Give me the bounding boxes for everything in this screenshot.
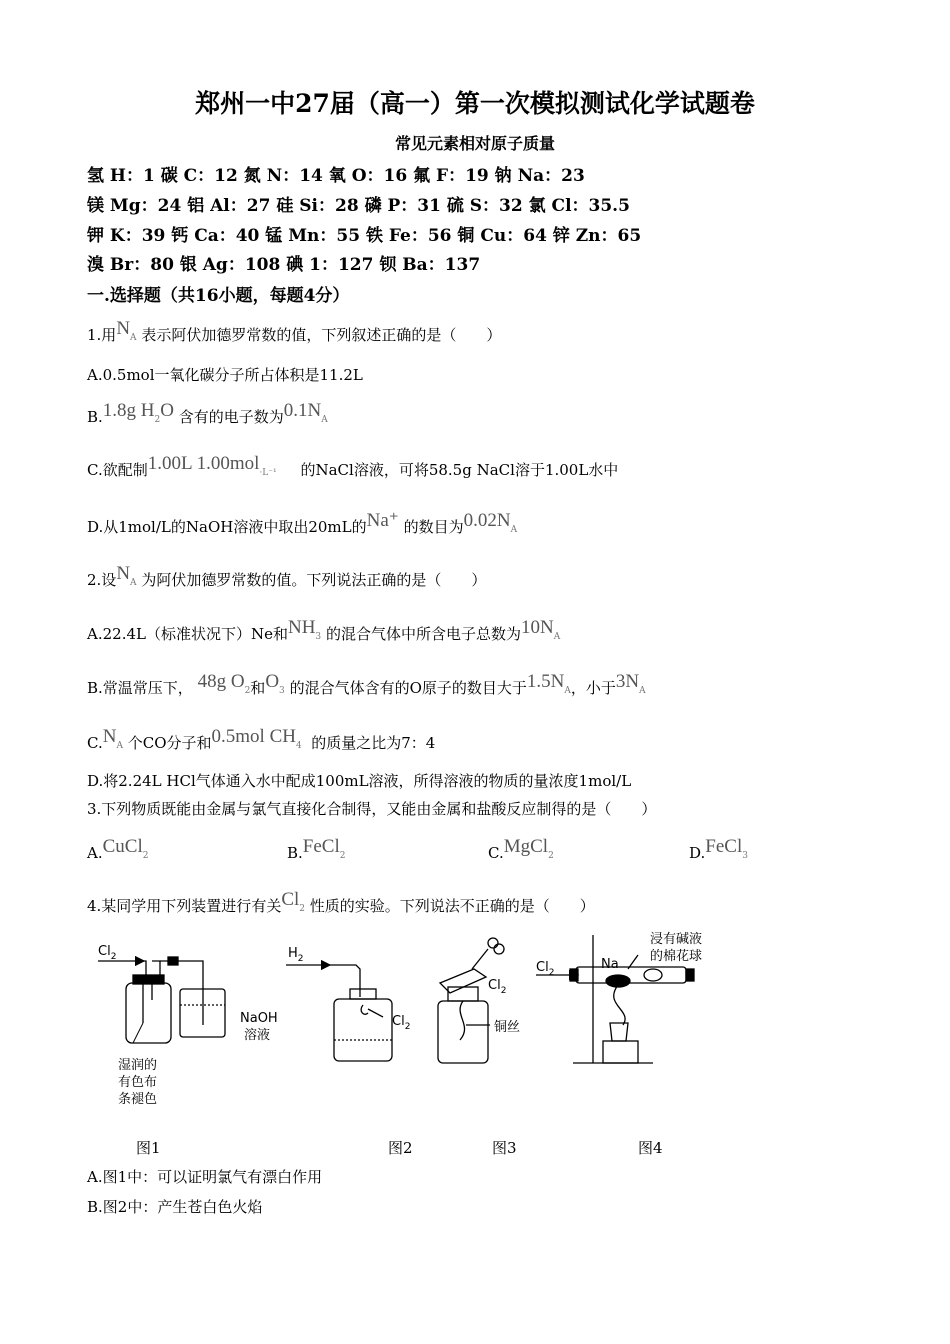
- formula: Na⁺: [366, 510, 399, 531]
- formula: 10N: [520, 617, 554, 638]
- atomic-mass-row: 氢 H：1 碳 C：12 氮 N：14 氧 O：16 氟 F：19 钠 Na：23: [87, 166, 585, 186]
- formula: N: [116, 318, 131, 339]
- formula: 48g O: [197, 671, 245, 692]
- figure-1-apparatus: [98, 957, 225, 1043]
- q2-stem: 2.设NA 为阿伏加德罗常数的值。下列说法正确的是（ ）: [87, 563, 487, 589]
- fig3-copper-label: 铜丝: [494, 1020, 521, 1035]
- fig4-cl2-label: $Cl_2$: [536, 960, 555, 978]
- atomic-mass-heading: 常见元素相对原子质量: [394, 134, 555, 153]
- atomic-mass-row: 溴 Br：80 银 Ag：108 碘 1：127 钡 Ba：137: [87, 255, 481, 275]
- q3-option-a: A.CuCl2: [87, 836, 149, 862]
- q2-option-d: D.将2.24L HCl气体通入水中配成100mL溶液，所得溶液的物质的量浓度1mol/L: [87, 772, 632, 790]
- formula: 0.1N: [283, 400, 322, 421]
- q1-option-a: A.0.5mol一氧化碳分子所占体积是11.2L: [87, 366, 363, 384]
- formula: MgCl: [503, 836, 549, 857]
- section-heading: 一.选择题（共16小题，每题4分）: [87, 286, 350, 306]
- formula: FeCl: [302, 836, 340, 857]
- q3-option-c: C.MgCl2: [488, 836, 554, 862]
- figure-caption-4: 图4: [638, 1139, 663, 1157]
- formula: 3N: [615, 671, 640, 692]
- fig1-cloth-line3: 条褪色: [118, 1092, 158, 1107]
- figure-caption-2: 图2: [388, 1139, 413, 1157]
- fig1-cl2-label: $Cl_2$: [98, 944, 117, 962]
- fig2-h2-label: $H_2$: [288, 946, 304, 964]
- formula: CuCl: [102, 836, 143, 857]
- formula: 0.5mol CH: [211, 726, 296, 747]
- atomic-mass-row: 钾 K：39 钙 Ca：40 锰 Mn：55 铁 Fe：56 铜 Cu：64 锌 Zn：65: [87, 226, 642, 246]
- formula: N: [102, 726, 117, 747]
- atomic-mass-row: 镁 Mg：24 铝 Al：27 硅 Si：28 磷 P：31 硫 S：32 氯 Cl：35.5: [87, 196, 630, 216]
- exam-title: 郑州一中27届（高一）第一次模拟测试化学试题卷: [195, 89, 755, 118]
- q3-option-b: B.FeCl2: [287, 836, 346, 862]
- fig4-na-label: Na: [601, 957, 619, 972]
- fig3-cl2-label: $Cl_2$: [488, 978, 507, 996]
- q1-option-b: B.1.8g H2O 含有的电子数为0.1NA: [87, 400, 328, 426]
- fig1-naoh-label: NaOH: [240, 1011, 278, 1026]
- formula: NH: [287, 617, 316, 638]
- formula: 1.00L 1.00mol: [147, 453, 260, 474]
- q2-option-b: B.常温常压下， 48g O2和O3 的混合气体含有的O原子的数目大于1.5NA，小于3NA: [87, 671, 646, 697]
- formula: 1.8g H: [102, 400, 155, 421]
- formula: FeCl: [705, 836, 743, 857]
- apparatus-figure: [88, 925, 728, 1125]
- q4-option-a: A.图1中：可以证明氯气有漂白作用: [87, 1168, 323, 1186]
- figure-caption-1: 图1: [136, 1139, 161, 1157]
- fig2-cl2-label: $Cl_2$: [392, 1014, 411, 1032]
- formula: N: [116, 563, 131, 584]
- figure-3-apparatus: [438, 938, 507, 1063]
- fig4-cotton-line2: 的棉花球: [650, 949, 703, 964]
- fig1-cloth-line1: 湿润的: [118, 1058, 158, 1073]
- formula: 1.5N: [526, 671, 565, 692]
- q4-option-b: B.图2中：产生苍白色火焰: [87, 1198, 263, 1216]
- fig1-solution-label: 溶液: [244, 1028, 271, 1043]
- q1-option-d: D.从1mol/L的NaOH溶液中取出20mL的Na⁺ 的数目为0.02NA: [87, 510, 518, 536]
- q3-option-d: D.FeCl3: [689, 836, 748, 862]
- formula: 0.02N: [463, 510, 511, 531]
- figure-caption-3: 图3: [492, 1139, 517, 1157]
- q4-stem: 4.某同学用下列装置进行有关Cl2 性质的实验。下列说法不正确的是（ ）: [87, 889, 595, 915]
- q2-option-c: C.NA 个CO分子和0.5mol CH4 的质量之比为7：4: [87, 726, 436, 752]
- q1-stem: 1.用NA 表示阿伏加德罗常数的值，下列叙述正确的是（ ）: [87, 318, 502, 344]
- q1-option-c: C.欲配制1.00L 1.00mol·L⁻¹ 的NaCl溶液，可将58.5g NaCl溶于1.00L水中: [87, 453, 619, 479]
- formula: Cl: [281, 889, 300, 910]
- formula: O: [265, 671, 280, 692]
- q3-stem: 3.下列物质既能由金属与氯气直接化合制得，又能由金属和盐酸反应制得的是（ ）: [87, 800, 657, 818]
- fig1-cloth-line2: 有色布: [118, 1075, 158, 1090]
- q2-option-a: A.22.4L（标准状况下）Ne和NH3 的混合气体中所含电子总数为10NA: [87, 617, 561, 643]
- figure-2-apparatus: [286, 965, 392, 1061]
- fig4-cotton-line1: 浸有碱液: [650, 932, 703, 947]
